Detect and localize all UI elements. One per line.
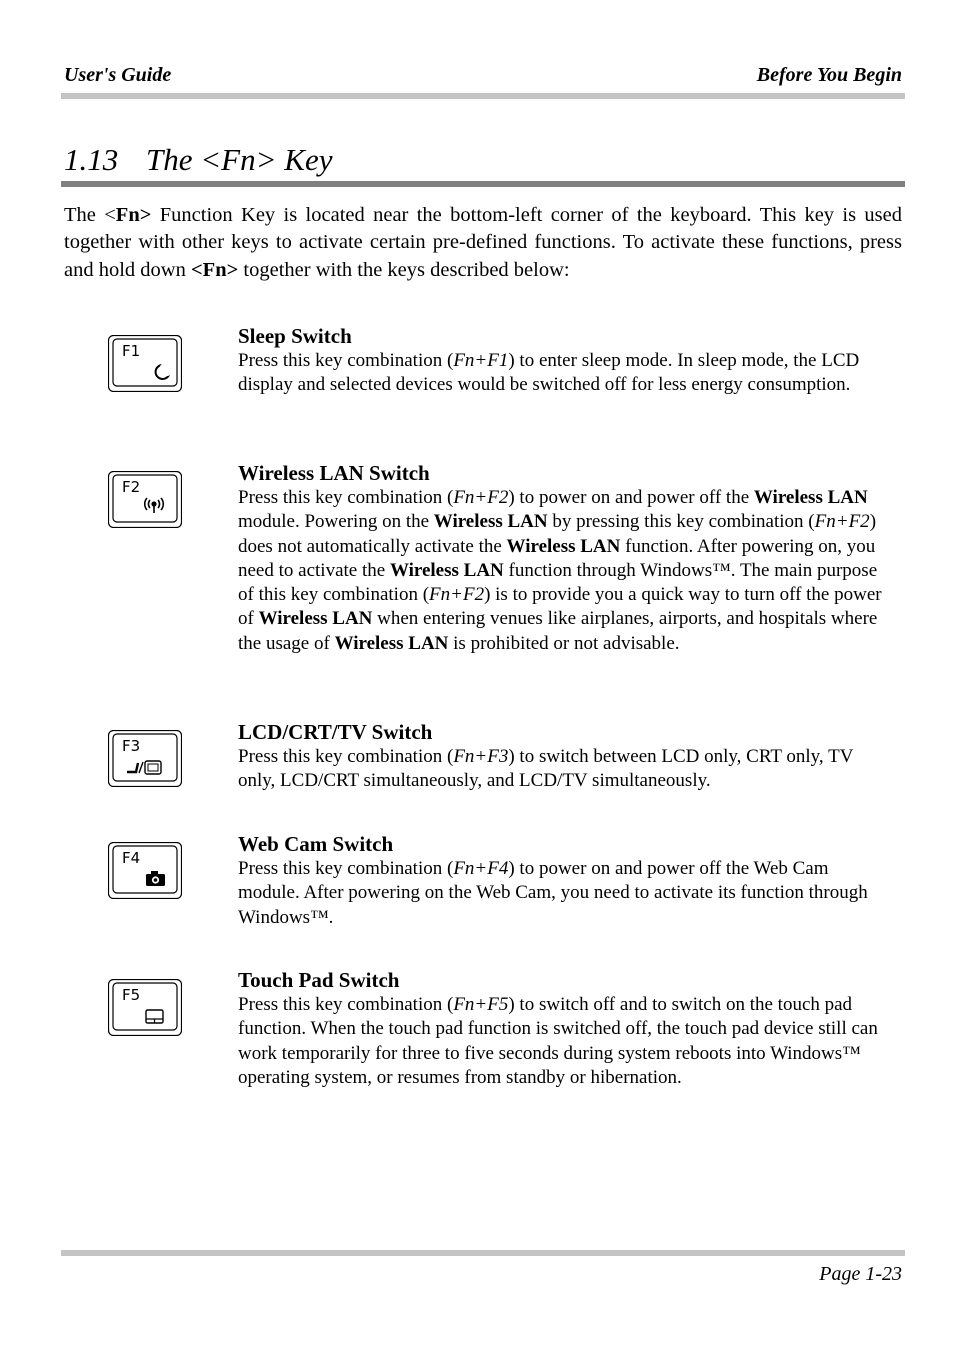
intro-fn-key: Fn> <box>115 204 152 226</box>
text: by pressing this key combination ( <box>547 511 815 533</box>
item-description <box>238 486 894 656</box>
intro-text: The < <box>64 204 116 226</box>
text: ) to power on and power off the <box>508 487 754 508</box>
bold-term: Wireless LAN <box>433 511 548 533</box>
key-combo: Fn+F2 <box>814 511 870 533</box>
key-label: F5 <box>122 986 141 1004</box>
item-web-cam-switch <box>238 831 894 930</box>
bold-term: Wireless LAN <box>334 632 449 654</box>
f1-key-icon <box>108 335 182 392</box>
item-description <box>238 745 894 794</box>
item-title: Wireless LAN Switch <box>238 461 430 485</box>
text: ) does not automatically activate the <box>238 511 877 557</box>
item-sleep-switch <box>238 323 894 398</box>
key-combo: Fn+F3 <box>453 746 509 767</box>
f3-key-icon <box>108 730 182 787</box>
section-heading <box>64 142 332 178</box>
text: ) to switch between LCD only, CRT only, TV only, LCD/CRT simultaneously, and LCD/TV simultaneously. <box>238 746 854 792</box>
key-label: F3 <box>122 737 141 755</box>
text: Press this key combination ( <box>238 350 454 371</box>
item-touch-pad-switch <box>238 967 894 1090</box>
item-title: Sleep Switch <box>238 324 352 348</box>
key-label: F4 <box>122 849 141 867</box>
item-title: Web Cam Switch <box>238 832 394 856</box>
intro-text: together with the keys described below: <box>238 258 570 281</box>
bold-term: Wireless LAN <box>389 559 504 581</box>
text: is prohibited or not advisable. <box>448 632 680 654</box>
header-divider <box>61 93 905 99</box>
key-combo: Fn+F2 <box>429 584 485 606</box>
key-combo: Fn+F2 <box>453 487 509 508</box>
bold-term: Wireless LAN <box>753 487 868 508</box>
footer-divider <box>61 1250 905 1256</box>
section-divider <box>61 181 905 187</box>
item-description <box>238 349 894 398</box>
key-combo: Fn+F1 <box>453 350 509 371</box>
text: when entering venues like airplanes, airports, and hospitals where the usage of <box>238 608 878 654</box>
f4-key-icon <box>108 842 182 899</box>
intro-fn-key: <Fn> <box>190 258 239 281</box>
item-wireless-lan-switch <box>238 460 894 656</box>
text: Press this key combination ( <box>238 487 454 508</box>
section-number: 1.13 <box>64 142 119 177</box>
text: Press this key combination ( <box>238 746 454 767</box>
item-description <box>238 857 894 930</box>
intro-paragraph <box>64 202 902 284</box>
header-guide-title: User's Guide <box>64 64 172 86</box>
header-chapter-title: Before You Begin <box>756 64 902 86</box>
section-title: The <Fn> Key <box>146 142 333 177</box>
item-title: Touch Pad Switch <box>238 968 400 992</box>
text: Press this key combination ( <box>238 994 454 1015</box>
text: function. After powering on, you need to activate the <box>238 535 876 581</box>
item-description <box>238 993 894 1090</box>
item-lcd-crt-tv-switch <box>238 719 894 794</box>
text: function through Windows™. The main purpose of this key combination ( <box>238 559 878 606</box>
intro-text: Function Key is located near the bottom-left corner of the keyboard. This key is used together with other keys to activate certain pre-defined functions. To activate these functions, press and hold down <box>64 204 903 281</box>
key-label: F1 <box>122 342 141 360</box>
page-number: Page 1-23 <box>819 1263 902 1285</box>
f2-key-icon <box>108 471 182 528</box>
key-label: F2 <box>122 478 141 496</box>
bold-term: Wireless LAN <box>506 535 621 557</box>
text: ) to switch off and to switch on the touch pad function. When the touch pad function is switched off, the touch pad device still can work temporarily for three to five seconds during system reboots into Windows™ operating system, or resumes from standby or hibernation. <box>238 994 878 1088</box>
text: Press this key combination ( <box>238 858 454 879</box>
key-combo: Fn+F5 <box>453 994 509 1015</box>
text: ) to power on and power off the Web Cam module. After powering on the Web Cam, you need to activate its function through Windows™. <box>238 858 868 928</box>
f5-key-icon <box>108 979 182 1036</box>
text: ) to enter sleep mode. In sleep mode, the LCD display and selected devices would be switched off for less energy consumption. <box>238 350 860 396</box>
text: ) is to provide you a quick way to turn off the power of <box>238 584 882 630</box>
key-combo: Fn+F4 <box>453 858 509 879</box>
text: module. Powering on the <box>238 511 434 533</box>
item-title: LCD/CRT/TV Switch <box>238 720 433 744</box>
bold-term: Wireless LAN <box>258 608 373 630</box>
